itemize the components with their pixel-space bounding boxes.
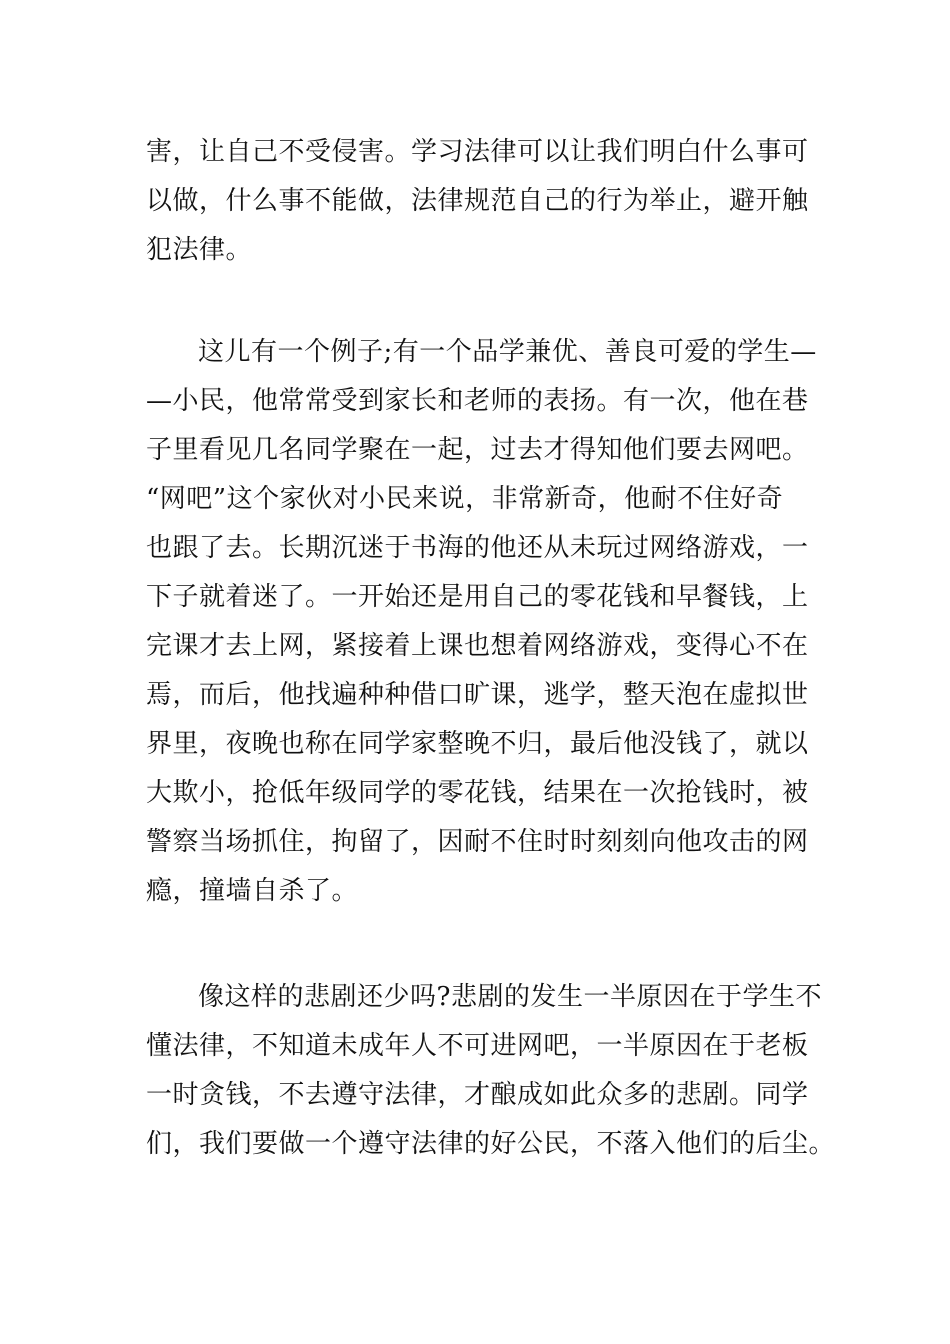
- text-line: 界里，夜晚也称在同学家整晚不归，最后他没钱了，就以: [146, 729, 809, 759]
- text-line: 大欺小，抢低年级同学的零花钱，结果在一次抢钱时，被: [146, 778, 809, 808]
- text-line: “网吧”这个家伙对小民来说，非常新奇，他耐不住好奇: [146, 484, 784, 514]
- text-line: 完课才去上网，紧接着上课也想着网络游戏，变得心不在: [146, 631, 809, 661]
- text-line: 下子就着迷了。一开始还是用自己的零花钱和早餐钱，上: [146, 582, 809, 612]
- text-line: 子里看见几名同学聚在一起，过去才得知他们要去网吧。: [146, 435, 809, 465]
- paragraph-1: [146, 128, 808, 275]
- text-line: 一时贪钱，不去遵守法律，才酿成如此众多的悲剧。同学: [146, 1080, 809, 1110]
- text-line: —小民，他常常受到家长和老师的表扬。有一次，他在巷: [146, 386, 809, 416]
- text-line: 焉，而后，他找遍种种借口旷课，逃学，整天泡在虚拟世: [146, 680, 809, 710]
- text-line: 以做，什么事不能做，法律规范自己的行为举止，避开触: [146, 186, 809, 216]
- text-line: 懂法律，不知道未成年人不可进网吧，一半原因在于老板: [146, 1031, 809, 1061]
- text-line: 这儿有一个例子;有一个品学兼优、善良可爱的学生—: [198, 337, 817, 367]
- paragraph-3: [146, 973, 836, 1169]
- text-line: 害，让自己不受侵害。学习法律可以让我们明白什么事可: [146, 137, 809, 167]
- text-line: 警察当场抓住，拘留了，因耐不住时时刻刻向他攻击的网: [146, 827, 809, 857]
- text-line: 们，我们要做一个遵守法律的好公民，不落入他们的后尘。: [146, 1129, 836, 1159]
- text-line: 也跟了去。长期沉迷于书海的他还从未玩过网络游戏，一: [146, 533, 809, 563]
- text-line: 犯法律。: [146, 235, 253, 265]
- text-line: 像这样的悲剧还少吗?悲剧的发生一半原因在于学生不: [198, 982, 822, 1012]
- paragraph-2: [146, 328, 817, 916]
- text-line: 瘾，撞墙自杀了。: [146, 876, 359, 906]
